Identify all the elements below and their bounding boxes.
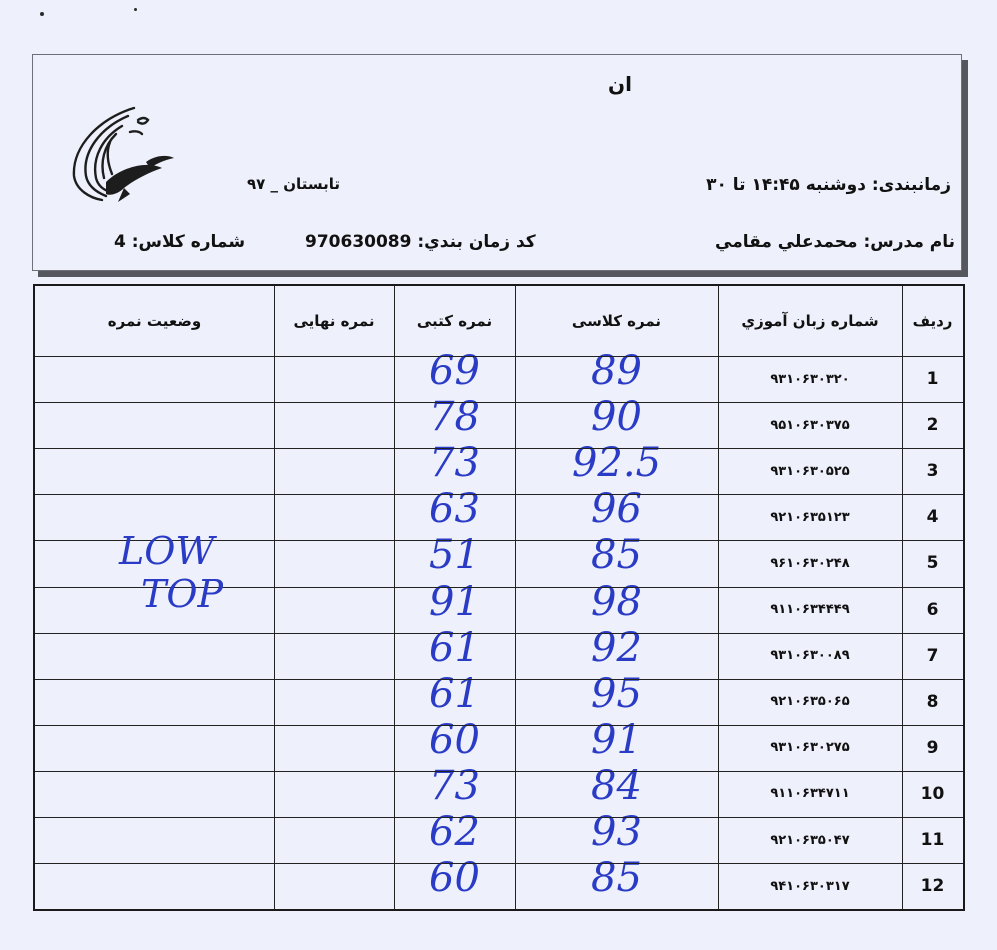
written-score: 60 — [429, 855, 480, 902]
page-title-fragment: ان — [608, 72, 632, 96]
table-rule — [35, 679, 963, 680]
row-number: 6 — [926, 599, 939, 620]
scan-speck — [134, 8, 137, 11]
table-rule — [35, 356, 963, 357]
student-id: ۹۳۱۰۶۳۰۳۲۰ — [770, 371, 850, 387]
table-rule — [35, 817, 963, 818]
term-text: تابستان _ ۹۷ — [247, 175, 340, 193]
class-score: 89 — [591, 348, 642, 395]
scan-speck — [40, 12, 44, 16]
institute-logo — [50, 98, 180, 208]
final-score — [274, 448, 394, 494]
table-rule — [35, 771, 963, 772]
row-number: 10 — [920, 783, 945, 804]
row-number: 12 — [920, 876, 945, 897]
final-score — [274, 633, 394, 679]
written-score: 73 — [429, 762, 480, 809]
class-score: 98 — [591, 578, 642, 625]
row-number: 4 — [926, 507, 939, 528]
teacher-name: نام مدرس: محمدعلي مقامي — [715, 232, 955, 252]
class-score: 95 — [591, 670, 642, 717]
written-score: 69 — [429, 348, 480, 395]
row-number: 2 — [926, 415, 939, 436]
class-score: 84 — [591, 762, 642, 809]
student-id: ۹۴۱۰۶۳۰۳۱۷ — [770, 878, 850, 894]
final-score — [274, 494, 394, 540]
table-rule — [35, 863, 963, 864]
student-id: ۹۳۱۰۶۳۰۵۲۵ — [770, 463, 850, 479]
class-score: 90 — [591, 394, 642, 441]
class-score: 93 — [591, 809, 642, 856]
header-status: وضعیت نمره — [107, 312, 202, 330]
table-rule — [35, 448, 963, 449]
schedule-text: زمانبندی: دوشنبه ۱۴:۴۵ تا ۳۰ — [706, 175, 951, 195]
written-score: 91 — [429, 578, 480, 625]
final-score — [274, 356, 394, 402]
final-score — [274, 725, 394, 771]
schedule-code: کد زمان بندي: 970630089 — [305, 232, 536, 252]
class-score: 85 — [591, 532, 642, 579]
table-column-rule — [274, 286, 275, 909]
class-score: 92.5 — [571, 440, 662, 487]
table-column-rule — [902, 286, 903, 909]
written-score: 60 — [429, 716, 480, 763]
row-number: 7 — [926, 645, 939, 666]
table-column-rule — [718, 286, 719, 909]
student-id: ۹۳۱۰۶۳۰۲۷۵ — [770, 740, 850, 756]
class-number: شماره کلاس: 4 — [114, 232, 246, 252]
written-score: 51 — [429, 532, 480, 579]
final-score — [274, 863, 394, 909]
final-score — [274, 540, 394, 586]
class-score: 91 — [591, 716, 642, 763]
student-id: ۹۱۱۰۶۳۴۴۴۹ — [770, 602, 850, 618]
final-score — [274, 679, 394, 725]
header-class-score: نمره کلاسی — [571, 312, 662, 330]
header-final-score: نمره نهایی — [293, 312, 375, 330]
written-score: 61 — [429, 670, 480, 717]
final-score — [274, 817, 394, 863]
header-row-number: رديف — [912, 312, 953, 330]
final-score — [274, 587, 394, 633]
table-rule — [35, 725, 963, 726]
written-score: 63 — [429, 486, 480, 533]
row-number: 3 — [926, 461, 939, 482]
grades-table — [33, 284, 965, 911]
student-id: ۹۲۱۰۶۳۵۰۶۵ — [770, 694, 850, 710]
class-score: 85 — [591, 855, 642, 902]
class-score: 96 — [591, 486, 642, 533]
header-written-score: نمره کتبی — [416, 312, 493, 330]
written-score: 62 — [429, 809, 480, 856]
student-id: ۹۵۱۰۶۳۰۳۷۵ — [770, 417, 850, 433]
written-score: 61 — [429, 624, 480, 671]
row-number: 5 — [926, 553, 939, 574]
written-score: 78 — [429, 394, 480, 441]
status-note: LOW — [119, 529, 215, 574]
row-number: 9 — [926, 737, 939, 758]
row-number: 8 — [926, 691, 939, 712]
table-rule — [35, 494, 963, 495]
student-id: ۹۶۱۰۶۳۰۲۴۸ — [770, 555, 850, 571]
student-id: ۹۳۱۰۶۳۰۰۸۹ — [770, 648, 850, 664]
final-score — [274, 402, 394, 448]
row-number: 1 — [926, 369, 939, 390]
final-score — [274, 771, 394, 817]
class-score: 92 — [591, 624, 642, 671]
student-id: ۹۱۱۰۶۳۴۷۱۱ — [770, 786, 850, 802]
row-number: 11 — [920, 830, 945, 851]
student-id: ۹۲۱۰۶۳۵۰۴۷ — [770, 832, 850, 848]
header-student-id: شماره زبان آموزي — [741, 312, 879, 330]
table-column-rule — [515, 286, 516, 909]
written-score: 73 — [429, 440, 480, 487]
table-rule — [35, 402, 963, 403]
status-note: TOP — [141, 571, 224, 616]
table-rule — [35, 633, 963, 634]
student-id: ۹۲۱۰۶۳۵۱۲۳ — [770, 509, 850, 525]
table-column-rule — [394, 286, 395, 909]
